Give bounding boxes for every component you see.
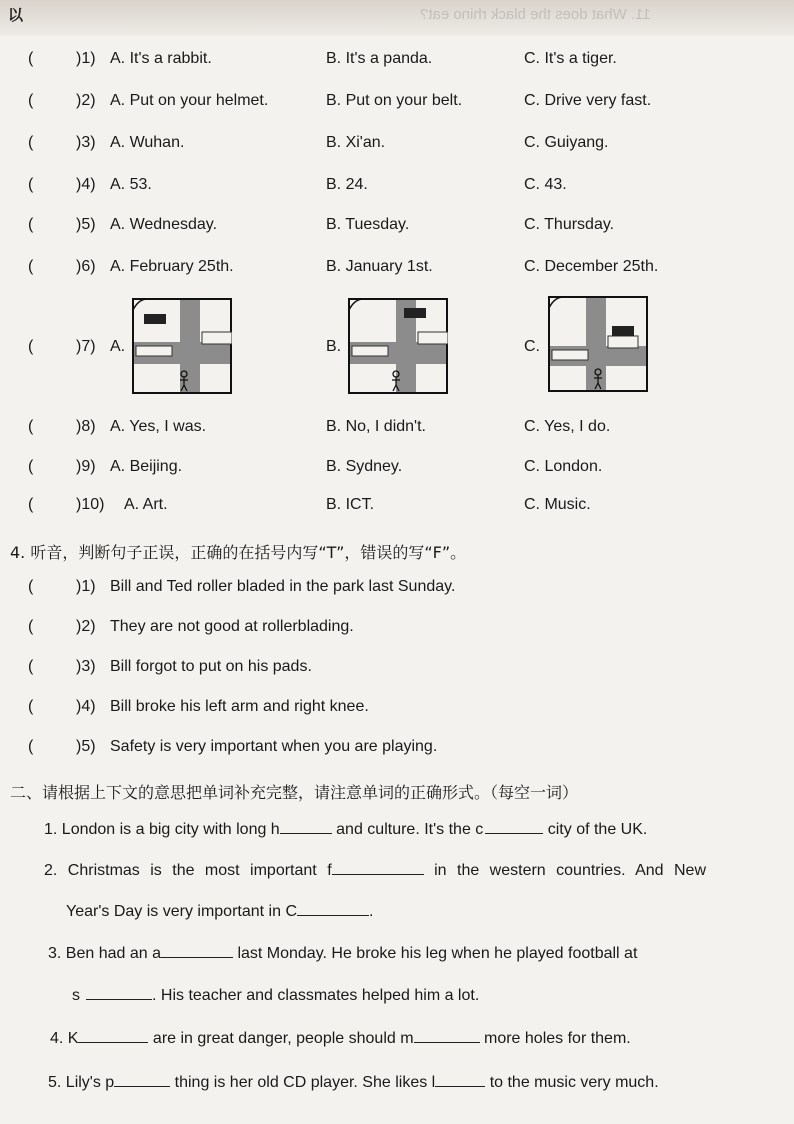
answer-paren[interactable]: ( bbox=[28, 658, 34, 675]
question-number: )2) bbox=[76, 618, 96, 635]
question-number: )1) bbox=[76, 50, 96, 67]
option-a: A. It's a rabbit. bbox=[110, 50, 212, 67]
answer-paren[interactable]: ( bbox=[28, 338, 34, 355]
question-number: )7) bbox=[76, 338, 96, 355]
option-a: A. Wuhan. bbox=[110, 134, 185, 151]
option-a: A. Put on your helmet. bbox=[110, 92, 269, 109]
option-c: C. Guiyang. bbox=[524, 134, 609, 151]
answer-paren[interactable]: ( bbox=[28, 578, 34, 595]
tf-row bbox=[28, 698, 748, 722]
question-number: )1) bbox=[76, 578, 96, 595]
answer-paren[interactable]: ( bbox=[28, 458, 34, 475]
question-number: )6) bbox=[76, 258, 96, 275]
answer-paren[interactable]: ( bbox=[28, 92, 34, 109]
question-number: )9) bbox=[76, 458, 96, 475]
option-b: B. Tuesday. bbox=[326, 216, 410, 233]
option-a: A. 53. bbox=[110, 176, 152, 193]
option-b: B. It's a panda. bbox=[326, 50, 433, 67]
tf-row bbox=[28, 618, 748, 642]
choice-row bbox=[28, 50, 768, 74]
question-number: )10) bbox=[76, 496, 105, 513]
choice-row bbox=[28, 92, 768, 116]
option-c: C. Thursday. bbox=[524, 216, 615, 233]
blank[interactable] bbox=[485, 819, 543, 834]
option-c: C. 43. bbox=[524, 176, 567, 193]
blank[interactable] bbox=[332, 860, 424, 875]
choice-row bbox=[28, 418, 768, 442]
option-c: C. Yes, I do. bbox=[524, 418, 611, 435]
blank[interactable] bbox=[86, 985, 152, 1000]
question-number: )4) bbox=[76, 176, 96, 193]
statement-text: Bill and Ted roller bladed in the park last Sunday. bbox=[110, 578, 456, 595]
tf-row bbox=[28, 658, 748, 682]
question-number: )3) bbox=[76, 134, 96, 151]
blank[interactable] bbox=[78, 1028, 148, 1043]
option-c: C. December 25th. bbox=[524, 258, 659, 275]
answer-paren[interactable]: ( bbox=[28, 698, 34, 715]
option-a: A. Wednesday. bbox=[110, 216, 218, 233]
section2-title: 二、请根据上下文的意思把单词补充完整，请注意单词的正确形式。（每空一词） bbox=[10, 783, 579, 802]
option-b: B. ICT. bbox=[326, 496, 375, 513]
blank[interactable] bbox=[297, 901, 369, 916]
option-a: A. Art. bbox=[124, 496, 168, 513]
option-b: B. No, I didn't. bbox=[326, 418, 426, 435]
choice-row bbox=[28, 176, 768, 200]
option-c: C. London. bbox=[524, 458, 603, 475]
option-b: B. 24. bbox=[326, 176, 368, 193]
option-a: A. Yes, I was. bbox=[110, 418, 207, 435]
section4-title: 4. 听音，判断句子正误，正确的在括号内写“T”，错误的写“F”。 bbox=[10, 543, 467, 562]
top-strip bbox=[0, 0, 794, 36]
fill-line-1: 1. London is a big city with long h and culture. It's the c city of the UK. bbox=[44, 821, 648, 838]
fill-line-6: 4. K are in great danger, people should m more holes for them. bbox=[50, 1030, 631, 1047]
blank[interactable] bbox=[280, 819, 332, 834]
tf-row bbox=[28, 578, 748, 602]
answer-paren[interactable]: ( bbox=[28, 176, 34, 193]
question-number: )5) bbox=[76, 216, 96, 233]
fill-line-2: 2. Christmas is the most important f in the western countries. And New bbox=[44, 862, 706, 879]
fill-line-3: Year's Day is very important in C . bbox=[66, 903, 374, 920]
answer-paren[interactable]: ( bbox=[28, 738, 34, 755]
statement-text: Bill broke his left arm and right knee. bbox=[110, 698, 369, 715]
answer-paren[interactable]: ( bbox=[28, 50, 34, 67]
answer-paren[interactable]: ( bbox=[28, 418, 34, 435]
choice-row bbox=[28, 458, 768, 482]
option-c: C. It's a tiger. bbox=[524, 50, 617, 67]
option-a: A. Beijing. bbox=[110, 458, 183, 475]
answer-paren[interactable]: ( bbox=[28, 618, 34, 635]
blank[interactable] bbox=[414, 1028, 480, 1043]
fill-line-4: 3. Ben had an a last Monday. He broke his leg when he played football at bbox=[48, 945, 638, 962]
question-number: )5) bbox=[76, 738, 96, 755]
option-c: C. bbox=[524, 338, 540, 355]
option-b: B. Sydney. bbox=[326, 458, 403, 475]
option-a: A. February 25th. bbox=[110, 258, 234, 275]
option-b: B. bbox=[326, 338, 342, 355]
answer-paren[interactable]: ( bbox=[28, 134, 34, 151]
question-number: )3) bbox=[76, 658, 96, 675]
statement-text: They are not good at rollerblading. bbox=[110, 618, 354, 635]
cut-heading: 以 bbox=[8, 7, 24, 24]
answer-paren[interactable]: ( bbox=[28, 216, 34, 233]
fill-line-7: 5. Lily's p thing is her old CD player. She likes l to the music very much. bbox=[48, 1074, 659, 1091]
map-option-a bbox=[132, 298, 232, 394]
option-b: B. Put on your belt. bbox=[326, 92, 463, 109]
ghost-text: 11. What does the black rhino eat? bbox=[420, 6, 651, 23]
map-option-c bbox=[548, 296, 648, 392]
choice-row bbox=[28, 216, 768, 240]
choice-row bbox=[28, 258, 768, 282]
question-number: )4) bbox=[76, 698, 96, 715]
option-c: C. Drive very fast. bbox=[524, 92, 652, 109]
statement-text: Safety is very important when you are playing. bbox=[110, 738, 438, 755]
blank[interactable] bbox=[161, 943, 233, 958]
choice-row bbox=[28, 134, 768, 158]
blank[interactable] bbox=[114, 1072, 170, 1087]
option-b: B. January 1st. bbox=[326, 258, 433, 275]
statement-text: Bill forgot to put on his pads. bbox=[110, 658, 312, 675]
question-number: )8) bbox=[76, 418, 96, 435]
option-c: C. Music. bbox=[524, 496, 591, 513]
option-b: B. Xi'an. bbox=[326, 134, 386, 151]
answer-paren[interactable]: ( bbox=[28, 496, 34, 513]
tf-row bbox=[28, 738, 748, 762]
question-number: )2) bbox=[76, 92, 96, 109]
fill-line-5: s . His teacher and classmates helped him a lot. bbox=[72, 987, 480, 1004]
choice-row bbox=[28, 496, 768, 520]
map-option-b bbox=[348, 298, 448, 394]
answer-paren[interactable]: ( bbox=[28, 258, 34, 275]
option-a: A. bbox=[110, 338, 126, 355]
blank[interactable] bbox=[435, 1072, 485, 1087]
